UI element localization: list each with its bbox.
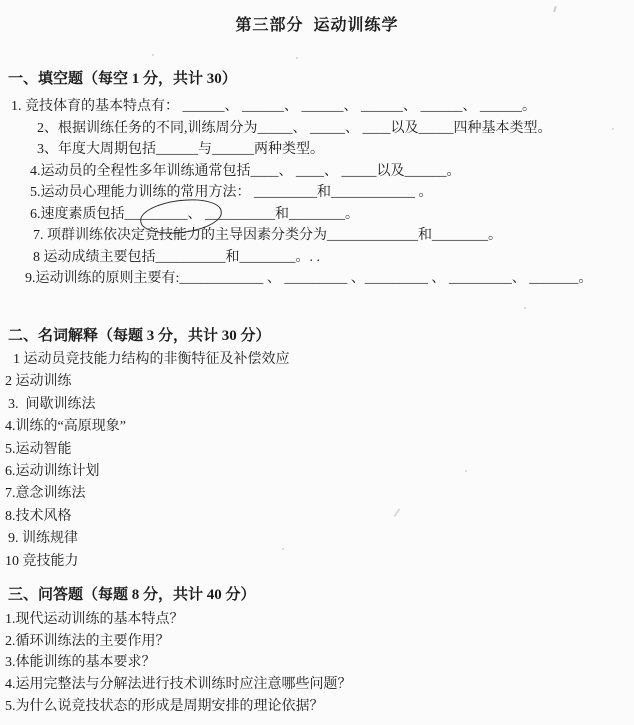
question-line: 3、年度大周期包括______与______两种类型。 bbox=[37, 142, 324, 157]
section-heading: 三、问答题（每题 8 分，共计 40 分） bbox=[8, 587, 256, 603]
question-line: 2 运动训练 bbox=[5, 374, 72, 390]
section-short-answer bbox=[0, 585, 634, 718]
question-line: 5.运动员心理能力训练的常用方法： _________和____________ 。 bbox=[30, 185, 433, 200]
question-line: 7. 项群训练依决定竞技能力的主导因素分类分为_____________和________。 bbox=[33, 228, 502, 243]
question-line: 2、根据训练任务的不同,训练周分为_____、 _____、 ____以及_____四种基本类型。 bbox=[37, 120, 552, 136]
question-line: 8.技术风格 bbox=[5, 508, 72, 524]
question-line: 7.意念训练法 bbox=[5, 486, 86, 502]
section-heading: 二、名词解释（每题 3 分，共计 30 分） bbox=[8, 328, 271, 344]
section-term-definitions bbox=[0, 326, 634, 573]
question-line: 4.运动员的全程性多年训练通常包括____、 ____、 _____以及______。 bbox=[30, 163, 461, 179]
page-title: 第三部分 运动训练学 bbox=[235, 17, 399, 34]
scan-artifact bbox=[612, 128, 614, 130]
question-line: 1. 竞技体育的基本特点有： ______、 ______、 ______、 ______、 ______、 ______。 bbox=[11, 99, 536, 114]
question-line: 3. 间歇训练法 bbox=[8, 396, 96, 412]
question-line: 9. 训练规律 bbox=[8, 531, 78, 547]
question-line: 4.训练的“高原现象” bbox=[5, 419, 126, 435]
scan-artifact bbox=[465, 470, 467, 472]
scan-artifact bbox=[524, 307, 526, 309]
scan-artifact bbox=[296, 57, 298, 59]
scan-artifact bbox=[152, 54, 154, 56]
question-line: 5.为什么说竞技状态的形成是周期安排的理论依据？ bbox=[5, 698, 324, 714]
section-fill-in-blanks bbox=[0, 69, 634, 290]
section-heading: 一、填空题（每空 1 分，共计 30） bbox=[8, 71, 237, 87]
question-line: 10 竞技能力 bbox=[5, 553, 79, 569]
question-line: 2.循环训练法的主要作用？ bbox=[5, 633, 170, 649]
scan-artifact bbox=[282, 548, 284, 550]
question-line: 6.运动训练计划 bbox=[5, 464, 100, 480]
question-line: 6.速度素质包括_________、 __________和________。 bbox=[30, 206, 359, 222]
question-line: 3.体能训练的基本要求？ bbox=[5, 655, 156, 671]
question-line: 5.运动智能 bbox=[5, 441, 72, 457]
question-line: 1.现代运动训练的基本特点？ bbox=[5, 612, 184, 627]
question-line: 1 运动员竞技能力结构的非衡特征及补偿效应 bbox=[13, 352, 290, 367]
question-line: 9.运动训练的原则主要有:____________ 、 _________ 、_________ 、 _________、 _______。 bbox=[25, 271, 593, 286]
question-line: 4.运用完整法与分解法进行技术训练时应注意哪些问题？ bbox=[5, 677, 352, 693]
question-line: 8 运动成绩主要包括__________和________。. . bbox=[33, 249, 320, 265]
